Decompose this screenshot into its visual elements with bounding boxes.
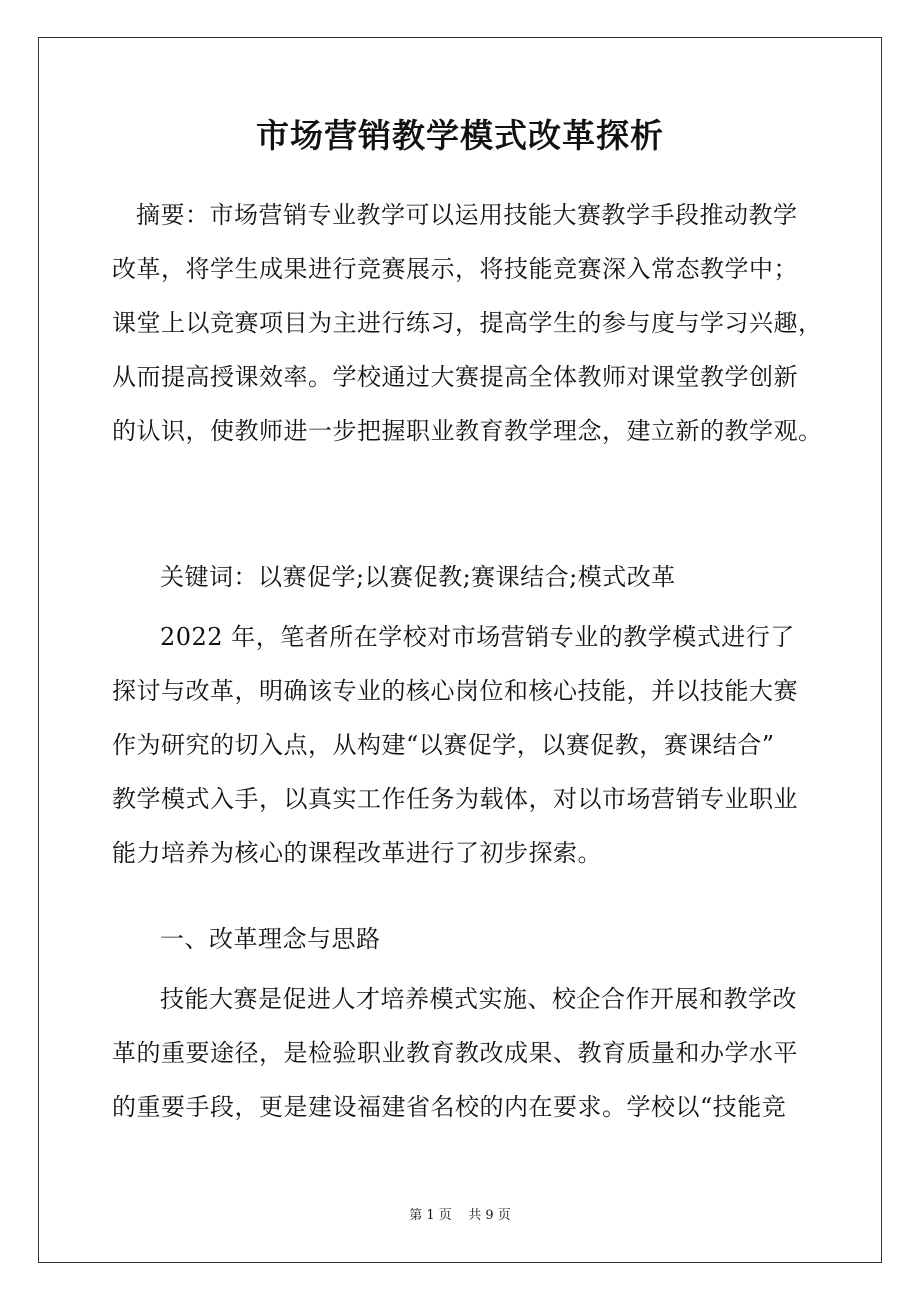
page-number-current: 第 1 页 xyxy=(409,1208,452,1223)
section-heading-text: 一、改革理念与思路 xyxy=(160,925,381,953)
section-line: 的重要手段，更是建设福建省名校的内在要求。学校以“技能竞 xyxy=(112,1093,787,1121)
section-heading xyxy=(160,912,860,966)
page-number-total: 共 9 页 xyxy=(468,1208,511,1223)
document-title: 市场营销教学模式改革探析 xyxy=(256,116,664,155)
keywords-text: 关键词：以赛促学;以赛促教;赛课结合;模式改革 xyxy=(160,563,676,591)
abstract-line: 课堂上以竞赛项目为主进行练习，提高学生的参与度与学习兴趣， xyxy=(112,309,823,337)
section-continuation xyxy=(112,1026,812,1134)
intro-continuation xyxy=(112,664,812,880)
intro-paragraph xyxy=(160,610,860,664)
intro-line: 作为研究的切入点，从构建“以赛促学，以赛促教，赛课结合” xyxy=(112,731,775,759)
abstract-line: 从而提高授课效率。学校通过大赛提高全体教师对课堂教学创新 xyxy=(112,363,798,391)
keywords-line xyxy=(160,550,860,604)
page-footer xyxy=(0,1206,920,1226)
intro-line: 2022 年，笔者所在学校对市场营销专业的教学模式进行了 xyxy=(160,623,795,651)
intro-line: 教学模式入手，以真实工作任务为载体，对以市场营销专业职业 xyxy=(112,785,798,813)
section-line: 革的重要途径，是检验职业教育教改成果、教育质量和办学水平 xyxy=(112,1039,798,1067)
abstract-continuation xyxy=(112,242,823,458)
abstract-line: 摘要：市场营销专业教学可以运用技能大赛教学手段推动教学 xyxy=(136,201,798,229)
abstract-line: 改革，将学生成果进行竞赛展示，将技能竞赛深入常态教学中； xyxy=(112,255,798,283)
intro-line: 探讨与改革，明确该专业的核心岗位和核心技能，并以技能大赛 xyxy=(112,677,798,705)
abstract-line: 的认识，使教师进一步把握职业教育教学理念，建立新的教学观。 xyxy=(112,417,823,445)
section-paragraph xyxy=(160,972,860,1026)
section-line: 技能大赛是促进人才培养模式实施、校企合作开展和教学改 xyxy=(160,985,797,1013)
intro-line: 能力培养为核心的课程改革进行了初步探索。 xyxy=(112,839,602,867)
abstract-paragraph xyxy=(136,188,836,242)
